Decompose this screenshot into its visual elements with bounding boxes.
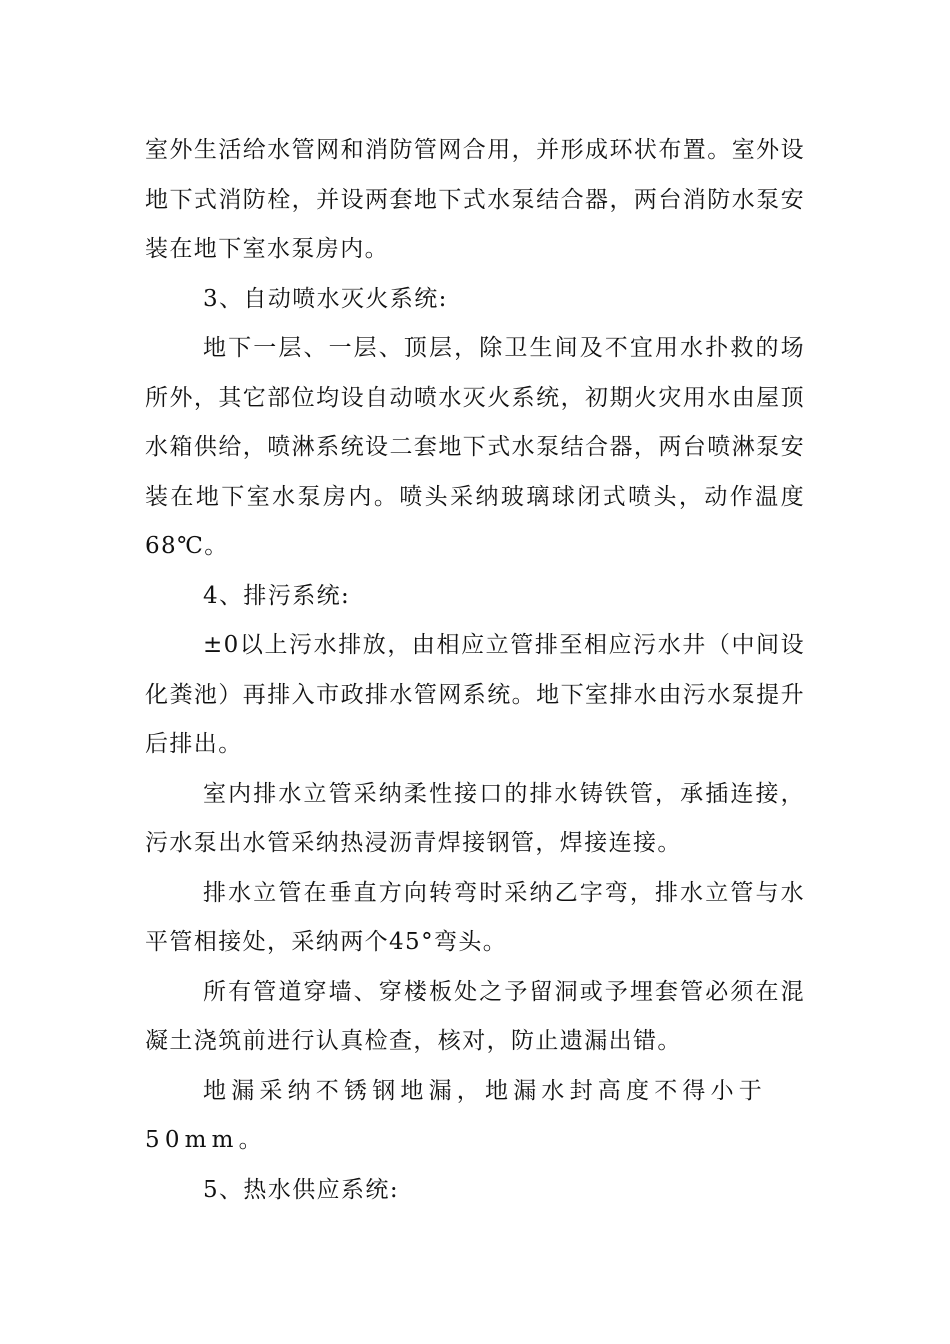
paragraph-sewage-discharge: ±0以上污水排放，由相应立管排至相应污水井（中间设化粪池）再排入市政排水管网系统。地下室排水由污水泵提升后排出。 — [145, 632, 805, 757]
heading-hot-water-system: 5、热水供应系统: — [203, 1176, 399, 1203]
paragraph-sprinkler-description: 地下一层、一层、顶层，除卫生间及不宜用水扑救的场所外，其它部位均设自动喷水灭火系统，初期火灾用水由屋顶水箱供给，喷淋系统设二套地下式水泵结合器，两台喷淋泵安装在地下室水泵房内。喷头采纳玻璃球闭式喷头，动作温度68℃。 — [145, 335, 805, 559]
paragraph-riser-bends: 排水立管在垂直方向转弯时采纳乙字弯，排水立管与水平管相接处，采纳两个45°弯头。 — [145, 879, 805, 955]
paragraph-sleeve-inspection: 所有管道穿墙、穿楼板处之予留洞或予埋套管必须在混凝土浇筑前进行认真检查，核对，防止遗漏出错。 — [145, 978, 805, 1054]
document-body — [145, 126, 805, 1215]
paragraph-water-network: 室外生活给水管网和消防管网合用，并形成环状布置。室外设地下式消防栓，并设两套地下式水泵结合器，两台消防水泵安装在地下室水泵房内。 — [145, 137, 805, 262]
heading-drainage-system: 4、排污系统: — [203, 582, 351, 609]
paragraph-floor-drain: 地漏采纳不锈钢地漏，地漏水封高度不得小于50mm。 — [145, 1077, 767, 1153]
heading-sprinkler-system: 3、自动喷水灭火系统: — [203, 285, 448, 312]
paragraph-drain-pipe-material: 室内排水立管采纳柔性接口的排水铸铁管，承插连接，污水泵出水管采纳热浸沥青焊接钢管，焊接连接。 — [145, 780, 805, 856]
